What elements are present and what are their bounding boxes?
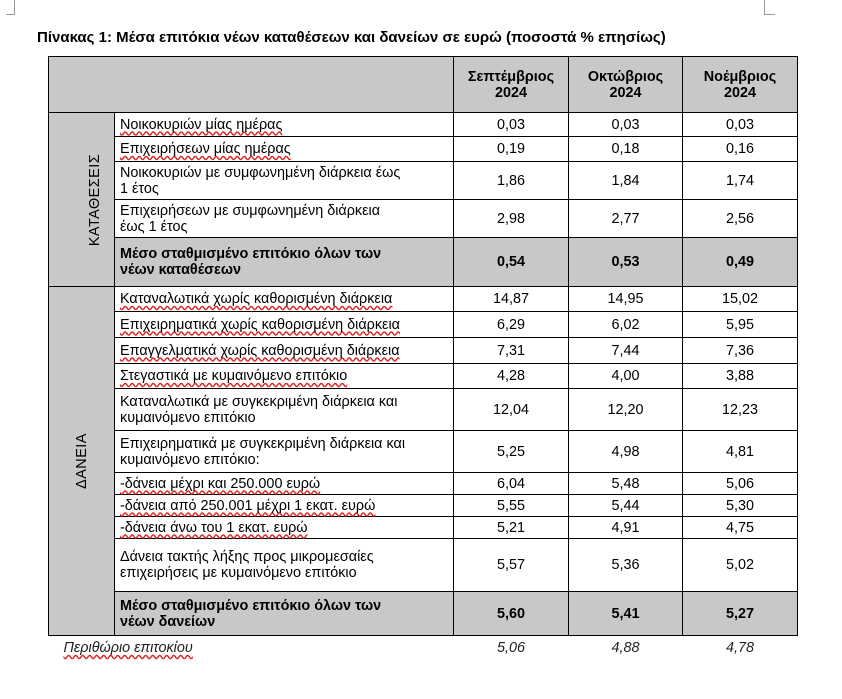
value-cell: 5,06 [683,473,798,495]
table-row [49,389,798,431]
value-cell: 4,91 [569,517,683,539]
row-label: Νοικοκυριών με συμφωνημένη διάρκεια έως 1 έτος [115,162,454,200]
value-cell: 4,75 [683,517,798,539]
value-cell: 5,55 [454,495,569,517]
value-cell: 2,56 [683,200,798,238]
value-cell: 14,87 [454,287,569,312]
value-cell: 0,03 [569,113,683,137]
value-cell: 2,98 [454,200,569,238]
value-cell: 0,03 [683,113,798,137]
table-row [49,539,798,592]
value-cell: 4,98 [569,431,683,473]
value-cell: 5,60 [454,592,569,636]
value-cell: 1,86 [454,162,569,200]
row-label: Μέσο σταθμισμένο επιτόκιο όλων των νέων δανείων [115,592,454,636]
value-cell: 3,88 [683,364,798,389]
value-cell: 5,44 [569,495,683,517]
value-cell: 5,95 [683,312,798,338]
value-cell: 6,02 [569,312,683,338]
deposits-total-row [49,238,798,287]
row-label: Δάνεια τακτής λήξης προς μικρομεσαίες επιχειρήσεις με κυμαινόμενο επιτόκιο [115,539,454,592]
value-cell: 5,02 [683,539,798,592]
row-label: -δάνεια άνω του 1 εκατ. ευρώ [115,517,454,539]
value-cell: 4,81 [683,431,798,473]
row-label: -δάνεια από 250.001 μέχρι 1 εκατ. ευρώ [115,495,454,517]
value-cell: 0,19 [454,137,569,162]
table-row [49,431,798,473]
value-cell: 5,25 [454,431,569,473]
table-row [49,287,798,312]
value-cell: 6,04 [454,473,569,495]
header-october-2024: Οκτώβριος 2024 [569,57,683,113]
value-cell: 5,36 [569,539,683,592]
corner-crop-mark [6,0,15,15]
table-row [49,113,798,137]
value-cell: 6,29 [454,312,569,338]
row-label: Επαγγελματικά χωρίς καθορισμένη διάρκεια [115,338,454,364]
value-cell: 4,28 [454,364,569,389]
header-september-2024: Σεπτέμβριος 2024 [454,57,569,113]
table-row [49,137,798,162]
table-row [49,312,798,338]
value-cell: 0,03 [454,113,569,137]
value-cell: 5,06 [496,640,525,656]
value-cell: 5,57 [454,539,569,592]
value-cell: 0,54 [454,238,569,287]
row-label: Στεγαστικά με κυμαινόμενο επιτόκιο [115,364,454,389]
value-cell: 14,95 [569,287,683,312]
row-label: Καταναλωτικά με συγκεκριμένη διάρκεια και κυμαινόμενο επιτόκιο [115,389,454,431]
deposits-section-label: ΚΑΤΑΘΕΣΕΙΣ [49,113,115,287]
value-cell: 5,27 [683,592,798,636]
table-row [49,162,798,200]
table-row [49,338,798,364]
value-cell: 0,49 [683,238,798,287]
row-label: Επιχειρηματικά με συγκεκριμένη διάρκεια και κυμαινόμενο επιτόκιο: [115,431,454,473]
value-cell: 4,78 [725,640,754,656]
table-row [49,495,798,517]
row-label: Επιχειρήσεων με συμφωνημένη διάρκεια έως 1 έτος [115,200,454,238]
loans-section-label: ΔΑΝΕΙΑ [49,287,115,636]
value-cell: 4,88 [611,640,640,656]
interest-margin-row [49,636,798,661]
corner-crop-mark [764,0,775,15]
value-cell: 12,23 [683,389,798,431]
header-blank-cell [49,57,454,113]
value-cell: 12,20 [569,389,683,431]
value-cell: 1,74 [683,162,798,200]
header-row [49,57,798,113]
table-row [49,364,798,389]
value-cell: 2,77 [569,200,683,238]
value-cell: 4,00 [569,364,683,389]
value-cell: 0,16 [683,137,798,162]
value-cell: 0,53 [569,238,683,287]
value-cell: 7,44 [569,338,683,364]
row-label: Καταναλωτικά χωρίς καθορισμένη διάρκεια [115,287,454,312]
row-label: Επιχειρηματικά χωρίς καθορισμένη διάρκεια [115,312,454,338]
row-label: Περιθώριο επιτοκίου [63,640,193,656]
value-cell: 1,84 [569,162,683,200]
header-november-2024: Νοέμβριος 2024 [683,57,798,113]
value-cell: 0,18 [569,137,683,162]
table-row [49,517,798,539]
value-cell: 7,36 [683,338,798,364]
value-cell: 5,30 [683,495,798,517]
value-cell: 12,04 [454,389,569,431]
value-cell: 5,21 [454,517,569,539]
row-label: Μέσο σταθμισμένο επιτόκιο όλων των νέων καταθέσεων [115,238,454,287]
value-cell: 5,41 [569,592,683,636]
interest-rates-table [48,56,798,660]
table-row [49,473,798,495]
row-label: Νοικοκυριών μίας ημέρας [115,113,454,137]
value-cell: 5,48 [569,473,683,495]
value-cell: 7,31 [454,338,569,364]
row-label: Επιχειρήσεων μίας ημέρας [115,137,454,162]
row-label: -δάνεια μέχρι και 250.000 ευρώ [115,473,454,495]
loans-total-row [49,592,798,636]
table-caption: Πίνακας 1: Μέσα επιτόκια νέων καταθέσεων και δανείων σε ευρώ (ποσοστά % επησίως) [37,29,666,46]
table-row [49,200,798,238]
value-cell: 15,02 [683,287,798,312]
